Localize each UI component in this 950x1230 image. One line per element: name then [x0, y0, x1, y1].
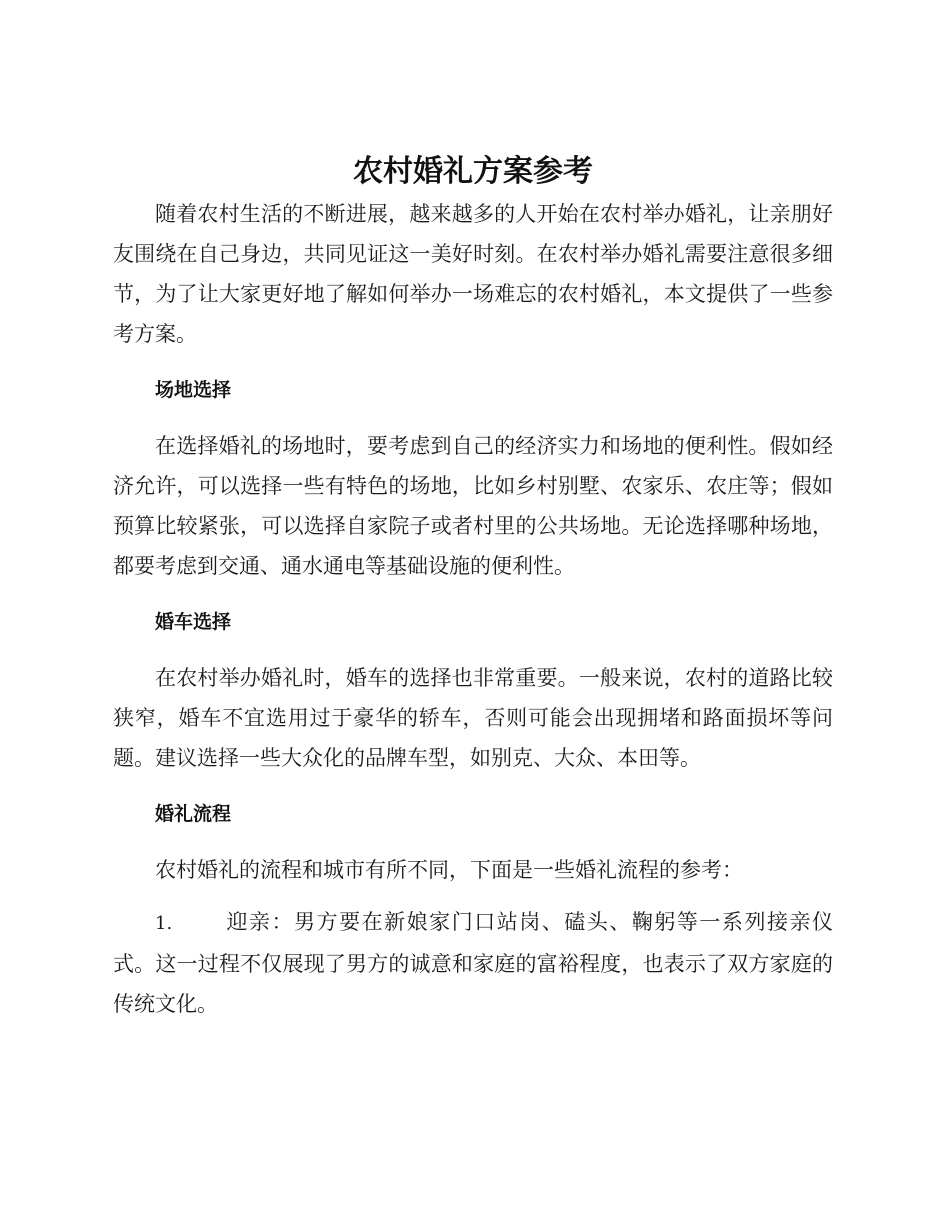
section-body-venue: 在选择婚礼的场地时，要考虑到自己的经济实力和场地的便利性。假如经济允许，可以选择一些有特色的场地，比如乡村别墅、农家乐、农庄等；假如预算比较紧张，可以选择自家院子或者村里的公共场地。无论选择哪种场地，都要考虑到交通、通水通电等基础设施的便利性。	[113, 434, 833, 578]
intro-paragraph: 随着农村生活的不断进展，越来越多的人开始在农村举办婚礼，让亲朋好友围绕在自己身边，共同见证这一美好时刻。在农村举办婚礼需要注意很多细节，为了让大家更好地了解如何举办一场难忘的农村婚礼，本文提供了一些参考方案。	[113, 202, 833, 346]
page-title: 农村婚礼方案参考	[353, 154, 593, 189]
list-number: 1.	[155, 913, 173, 934]
section-heading-wedding-car: 婚车选择	[155, 611, 232, 633]
list-item-text: 迎亲：男方要在新娘家门口站岗、磕头、鞠躬等一系列接亲仪式。这一过程不仅展现了男方的诚意和家庭的富裕程度，也表示了双方家庭的传统文化。	[113, 910, 833, 1016]
list-item	[113, 902, 833, 1024]
section-heading-venue: 场地选择	[155, 379, 232, 401]
section-heading-ceremony-flow: 婚礼流程	[155, 803, 232, 825]
document-body	[113, 150, 833, 1024]
section-body-wedding-car: 在农村举办婚礼时，婚车的选择也非常重要。一般来说，农村的道路比较狭窄，婚车不宜选用过于豪华的轿车，否则可能会出现拥堵和路面损坏等问题。建议选择一些大众化的品牌车型，如别克、大众、本田等。	[113, 666, 833, 770]
section-body-ceremony-flow: 农村婚礼的流程和城市有所不同，下面是一些婚礼流程的参考：	[155, 858, 743, 882]
spacer	[113, 890, 833, 902]
